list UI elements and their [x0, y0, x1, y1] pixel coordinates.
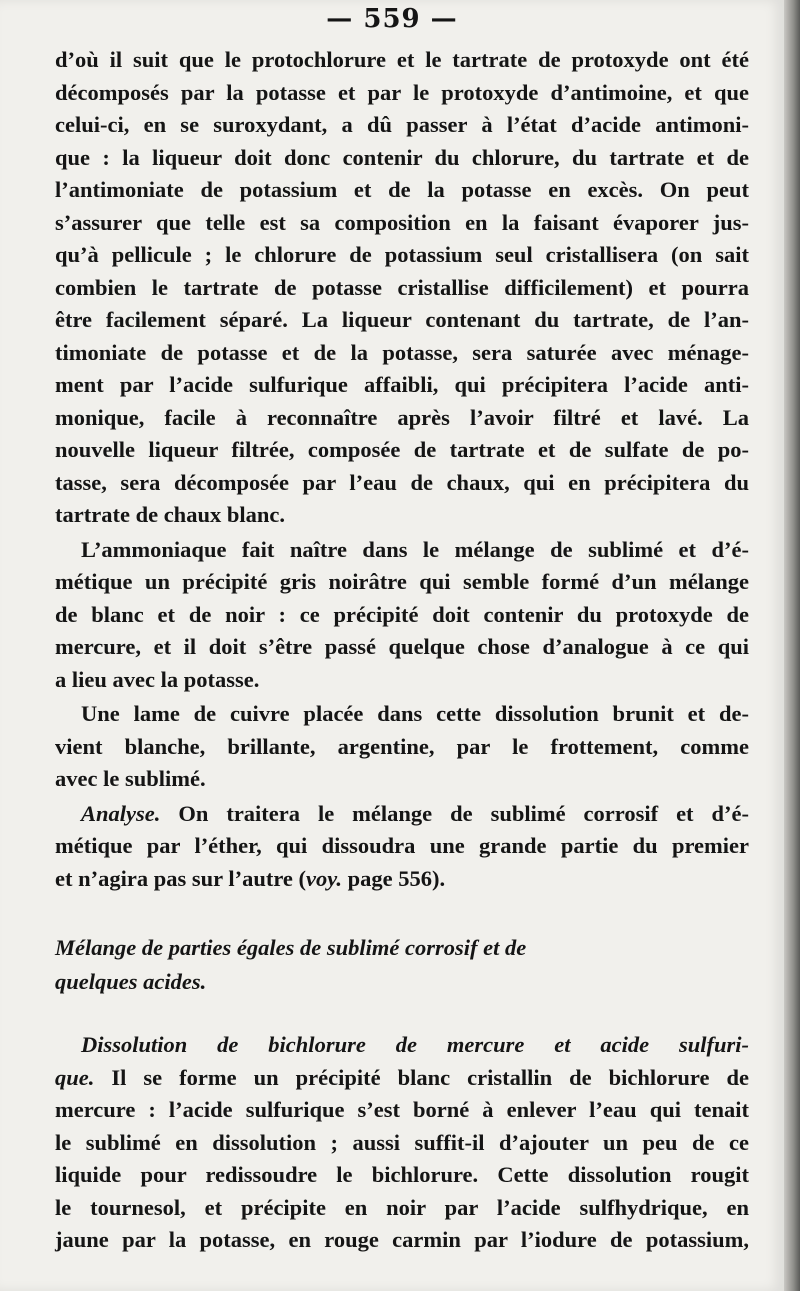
text-line: ment par l’acide sulfurique affaibli, qui précipitera l’acide anti- — [55, 372, 749, 397]
voy-abbrev: voy. — [306, 865, 343, 891]
text-line: mercure : l’acide sulfurique s’est borné à enlever l’eau qui tenait — [55, 1097, 749, 1122]
paragraph-4 — [55, 798, 749, 896]
text-line: tasse, sera décomposée par l’eau de chaux, qui en précipitera du — [55, 469, 749, 495]
paragraph-3 — [55, 698, 749, 796]
heading-line: quelques acides. — [55, 969, 207, 994]
text-line: le tournesol, et précipite en noir par l’acide sulfhydrique, en — [55, 1194, 749, 1220]
text-line: L’ammoniaque fait naître dans le mélange de sublimé et d’é- — [81, 536, 749, 562]
subsection-title-end: que. — [55, 1064, 95, 1090]
text-line — [55, 1062, 749, 1095]
paragraph-5 — [55, 1029, 749, 1257]
text-line: de blanc et de noir : ce précipité doit contenir du protoxyde de — [55, 601, 749, 627]
text-fragment: Il se forme un précipité blanc cristallin de bichlorure de — [94, 1064, 749, 1090]
section-heading — [55, 931, 749, 999]
text-line: celui-ci, en se suroxydant, a dû passer à l’état d’acide antimoni- — [55, 112, 749, 137]
page-number: — 559 — — [326, 4, 458, 34]
text-line: avec le sublimé. — [55, 766, 206, 791]
text-fragment: et n’agira pas sur l’autre ( — [55, 865, 307, 891]
text-fragment: On traitera le mélange de sublimé corrosif et d’é- — [160, 800, 749, 826]
text-line: l’antimoniate de potassium et de la potasse en excès. On peut — [55, 177, 749, 202]
text-line: décomposés par la potasse et par le protoxyde d’antimoine, et que — [55, 79, 749, 105]
text-line: qu’à pellicule ; le chlorure de potassium seul cristallisera (on sait — [55, 242, 749, 267]
text-line: tartrate de chaux blanc. — [55, 502, 285, 527]
text-line: d’où il suit que le protochlorure et le tartrate de protoxyde ont été — [55, 47, 749, 72]
text-line: métique un précipité gris noirâtre qui semble formé d’un mélange — [55, 569, 749, 594]
heading-line: Mélange de parties égales de sublimé corrosif et de — [55, 935, 527, 960]
page-edge-shadow — [784, 0, 800, 1291]
text-line: que : la liqueur doit donc contenir du chlorure, du tartrate et de — [55, 144, 749, 170]
paragraph-1 — [55, 44, 749, 532]
text-line: Une lame de cuivre placée dans cette dissolution brunit et de- — [81, 701, 749, 726]
text-line: timoniate de potasse et de la potasse, sera saturée avec ménage- — [55, 339, 749, 365]
text-fragment: page 556). — [342, 865, 446, 891]
subsection-title: Dissolution de bichlorure de mercure et acide sulfuri- — [81, 1032, 749, 1057]
text-line: mercure, et il doit s’être passé quelque chose d’analogue à ce qui — [55, 634, 749, 659]
text-line: le sublimé en dissolution ; aussi suffit-il d’ajouter un peu de ce — [55, 1129, 749, 1155]
text-line: métique par l’éther, qui dissoudra une grande partie du premier — [55, 833, 749, 858]
text-line: s’assurer que telle est sa composition en la faisant évaporer jus- — [55, 209, 749, 235]
text-line: monique, facile à reconnaître après l’avoir filtré et lavé. La — [55, 404, 749, 430]
paragraph-2 — [55, 534, 749, 697]
text-line: vient blanche, brillante, argentine, par le frottement, comme — [55, 733, 749, 759]
analyse-label: Analyse. — [81, 800, 161, 826]
text-line — [55, 863, 749, 896]
text-line: nouvelle liqueur filtrée, composée de tartrate et de sulfate de po- — [55, 437, 749, 462]
text-line — [55, 798, 749, 831]
text-line: combien le tartrate de potasse cristallise difficilement) et pourra — [55, 274, 749, 300]
text-line: a lieu avec la potasse. — [55, 666, 260, 692]
page-body — [55, 44, 749, 1257]
text-line: liquide pour redissoudre le bichlorure. Cette dissolution rougit — [55, 1162, 749, 1187]
text-line: être facilement séparé. La liqueur contenant du tartrate, de l’an- — [55, 307, 749, 332]
text-line: jaune par la potasse, en rouge carmin par l’iodure de potassium, — [55, 1227, 749, 1252]
